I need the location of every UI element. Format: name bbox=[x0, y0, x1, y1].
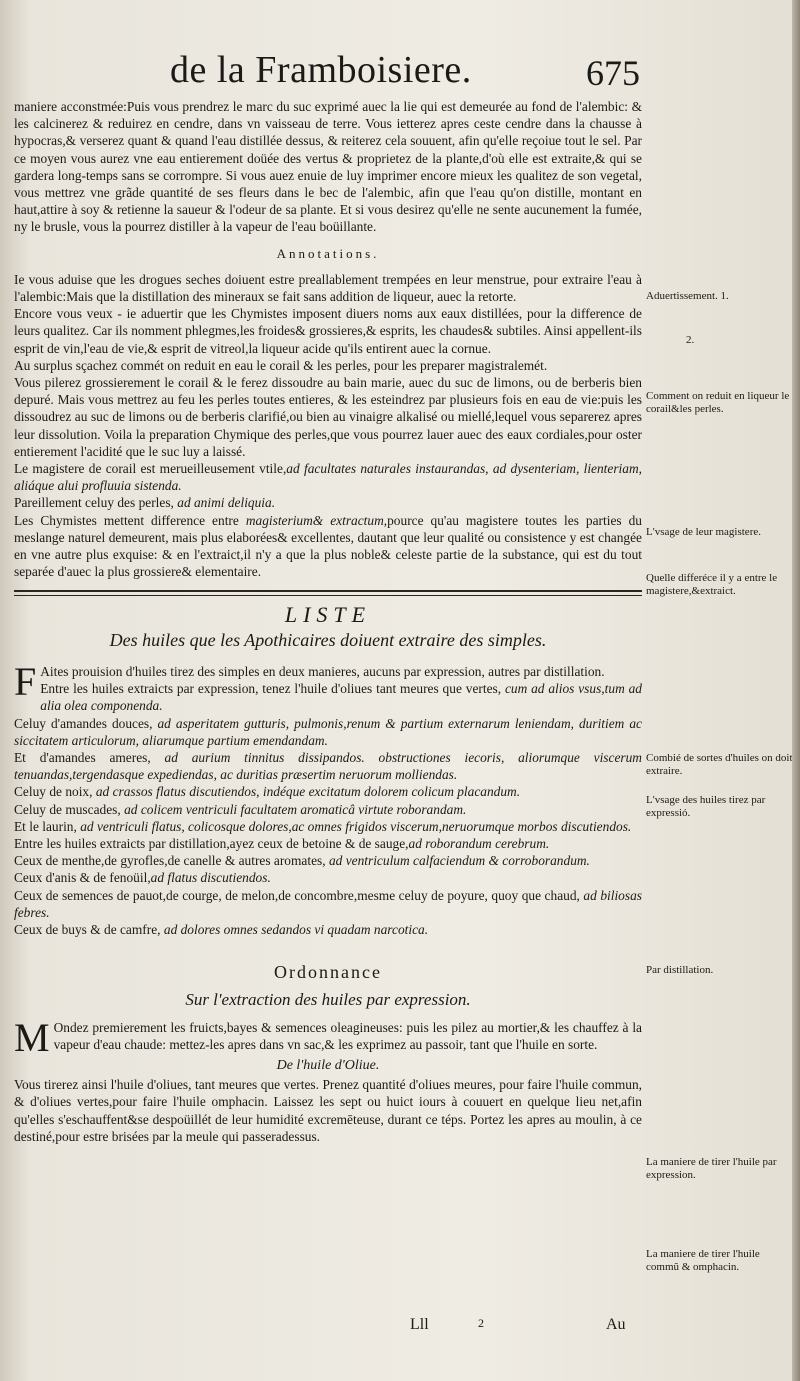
liste-paragraph-5 bbox=[14, 783, 642, 800]
annotation-5-text: Le magistere de corail est merueilleusement vtile, bbox=[14, 461, 287, 477]
liste-2-text: Entre les huiles extraicts par expression, tenez l'huile d'oliues tant meures que vertes, bbox=[40, 681, 502, 697]
liste-subheading: Des huiles que les Apothicaires doiuent extraire des simples. bbox=[109, 629, 547, 650]
liste-paragraph-9 bbox=[14, 852, 642, 869]
liste-paragraph-12 bbox=[14, 921, 642, 938]
liste-2-latin: cum ad alios vsus,tum ad alia olea componenda. bbox=[40, 681, 642, 714]
annotation-paragraph-4: Vous pilerez grossierement le corail & le ferez dissoudre au bain marie, auec du suc de limons, ou de berberis bien depuré. Mais vous mettrez au feu les perles toutes entieres, & les esteindrez par plusieurs fois en eau de vie:puis les dissoudrez au suc de limons ou de berberis clarifié,ou bien au vinaigre alkalisé ou miellé,lequel vous separerez apres leur dissolution. Voila la preparation Chymique des perles,que vous pourrez lauer auec des eaux cordiales,pour oster entierement l'acidité que le suc luy a laissé. bbox=[14, 375, 642, 459]
liste-3-text: Celuy d'amandes douces, bbox=[14, 715, 153, 731]
margin-note-10: La maniere de tirer l'huile commũ & omphacin. bbox=[646, 1248, 760, 1273]
running-head-title: de la Framboisiere. bbox=[170, 49, 472, 91]
drop-cap-f: F bbox=[14, 658, 37, 704]
liste-paragraph-6 bbox=[14, 801, 642, 818]
liste-6-latin: ad colicem ventriculi facultatem aromaticâ virtute roborandam. bbox=[124, 801, 467, 817]
liste-1-text: Aites prouision d'huiles tirez des simples en deux manieres, aucuns par expression, autres par distillation. bbox=[40, 663, 605, 679]
liste-9-latin: ad ventriculum calfaciendum & corroborandum. bbox=[328, 853, 590, 869]
liste-12-latin: ad dolores omnes sedandos vi quadam narcotica. bbox=[163, 921, 429, 937]
annotation-paragraph-2: Encore vous veux - ie aduertir que les Chymistes imposent diuers noms aux eaux distillées, pour la difference de leurs qualitez. Car ils nomment phlegmes,les froides& grossieres,& esprits, les chaudes& subtiles. Ainsi appellent-ils esprit de vin,l'eau de vie,& esprit de vitreol,la liqueur acide qu'ils entirent auec la cornue. bbox=[14, 306, 642, 356]
liste-11-text: Ceux de semences de pauot,de courge, de melon,de concombre,mesme celuy de poyure, quoy que chaud, bbox=[14, 887, 580, 903]
margin-note-6: Combié de sortes d'huiles on doit extraire. bbox=[646, 752, 793, 777]
margin-note-8: Par distillation. bbox=[646, 964, 714, 976]
annotation-paragraph-7 bbox=[14, 512, 642, 581]
liste-11-latin: ad biliosas febres. bbox=[14, 887, 642, 920]
liste-10-latin: ad flatus discutiendos. bbox=[150, 870, 271, 886]
annotation-5-latin: ad facultates naturales instaurandas, ad dysenteriam, lienteriam, aliáque alui profluuia sistenda. bbox=[14, 461, 642, 494]
ordonnance-subheading: Sur l'extraction des huiles par expression. bbox=[185, 990, 471, 1010]
margin-note-5: Quelle differéce il y a entre le magistere,&extraict. bbox=[646, 572, 778, 597]
signature-mark: Lll bbox=[410, 1316, 429, 1333]
liste-12-text: Ceux de buys & de camfre, bbox=[14, 921, 161, 937]
margin-note-2: 2. bbox=[686, 334, 695, 346]
margin-note-4: L'vsage de leur magistere. bbox=[646, 526, 761, 538]
liste-10-text: Ceux d'anis & de fenoüil, bbox=[14, 870, 151, 886]
annotation-7-text: Les Chymistes mettent difference entre bbox=[14, 512, 239, 528]
margin-note-7: L'vsage des huiles tirez par expressió. bbox=[646, 794, 766, 819]
liste-5-text: Celuy de noix, bbox=[14, 784, 93, 800]
liste-paragraph-11 bbox=[14, 887, 642, 921]
page-edge-shadow bbox=[792, 0, 800, 1381]
annotation-paragraph-3: Au surplus sçachez commét on reduit en eau le corail & les perles, pour les preparer magistralemét. bbox=[14, 357, 548, 373]
margin-note-3: Comment on reduit en liqueur le corail&les perles. bbox=[646, 390, 790, 415]
margin-note-1: Aduertissement. 1. bbox=[646, 290, 729, 302]
liste-6-text: Celuy de muscades, bbox=[14, 801, 121, 817]
liste-4-latin: ad aurium tinnitus dissipandos. obstructiones iecoris, aliorumque viscerum tenuandas,tergendasque expediendas, ac duritias præsertim neruorum molliendas. bbox=[14, 749, 642, 783]
liste-paragraph-2 bbox=[14, 680, 642, 714]
annotation-6-latin: ad animi deliquia. bbox=[177, 495, 276, 511]
liste-7-latin: ad ventriculi flatus, colicosque dolores,ac omnes frigidos viscerum,neruorumque morbos discutiendos. bbox=[80, 818, 632, 834]
liste-paragraph-3 bbox=[14, 715, 642, 749]
liste-7-text: Et le laurin, bbox=[14, 818, 77, 834]
annotation-paragraph-1: Ie vous aduise que les drogues seches doiuent estre preallablement trempées en leur menstrue, pour extraire l'eau à l'alembic:Mais que la distillation des mineraux se fait sans addition de liqueur, auec la retorte. bbox=[14, 271, 642, 305]
liste-8-latin: ad roborandum cerebrum. bbox=[408, 835, 550, 851]
liste-paragraph-10 bbox=[14, 869, 642, 886]
liste-paragraph-4 bbox=[14, 749, 642, 783]
drop-cap-m: M bbox=[14, 1014, 50, 1060]
page-number: 675 bbox=[586, 53, 640, 93]
section-rule-thin bbox=[14, 595, 642, 596]
liste-9-text: Ceux de menthe,de gyrofles,de canelle & autres aromates, bbox=[14, 853, 326, 869]
liste-8-text: Entre les huiles extraicts par distillation,ayez ceux de betoine & de sauge, bbox=[14, 835, 409, 851]
main-text-column bbox=[14, 98, 642, 1145]
liste-paragraph-8 bbox=[14, 835, 642, 852]
ordonnance-1-text: Ondez premierement les fruicts,bayes & semences oleagineuses: puis les pilez au mortier,& les chauffez à la vapeur d'eau chaude: mettez-les apres dans vn sac,& les exprimez au passoir, tant que l'huile en sorte. bbox=[53, 1019, 642, 1052]
signature-number: 2 bbox=[478, 1316, 484, 1330]
annotation-7-rest: ,pource qu'au magistere toutes les parties du meslange naturel demeurent, mais plus elaborées& excellentes, dautant que leur qualité ou consistence y est changée en vne autre plus exquise: & en l'extraict,il n'y a que la plus noble& celeste partie de la substance, qui est du tout separée d'auec la plus grossiere& elementaire. bbox=[14, 512, 642, 580]
annotation-paragraph-5 bbox=[14, 460, 642, 494]
olive-heading: De l'huile d'Oliue. bbox=[276, 1057, 380, 1073]
intro-paragraph: maniere acconstmée:Puis vous prendrez le marc du suc exprimé auec la lie qui est demeurée au fond de l'alembic: & les calcinerez & reduirez en cendre, dans vn vaisseau de terre. Vous ietterez apres ceste cendre dans la chausse à hypocras,& verserez quant & quand l'eau distillée dessus, & reiterez cela souuent, afin qu'elle reçoiue tout le sel. Par ce moyen vous aurez vne eau entierement doüée des vertus & proprietez de la plante,d'où elle est extraite,& qui se gardera long-temps sans se corrompre. Si vous auez enuie de luy imprimer encore mieux les qualitez de son vegetal, vous mettrez vne grãde quantité de ses fleurs dans le bec de l'alembic, afin que l'eau qu'on distille, montant en haut,attire à soy & retienne la saueur & l'odeur de sa plante. Et si vous desirez qu'elle ne sente aucunement la fumée, ny le brusle, vous la pourrez distiller à la vapeur de l'eau boüillante. bbox=[14, 99, 642, 235]
annotation-6-text: Pareillement celuy des perles, bbox=[14, 495, 174, 511]
catchword: Au bbox=[606, 1316, 626, 1333]
section-rule bbox=[14, 590, 642, 592]
annotation-7-latin: magisterium& extractum bbox=[245, 512, 384, 528]
liste-paragraph-7 bbox=[14, 818, 642, 835]
liste-3-latin: ad asperitatem gutturis, pulmonis,renum & partium externarum leniendam, duritiem ac siccitatem articulorum, aliarumque partium emendandam. bbox=[14, 715, 642, 748]
margin-note-9: La maniere de tirer l'huile par expression. bbox=[646, 1156, 777, 1181]
liste-heading: LISTE bbox=[284, 602, 372, 628]
annotations-heading: Annotations. bbox=[276, 245, 380, 261]
annotation-paragraph-6 bbox=[14, 494, 642, 511]
ordonnance-heading: Ordonnance bbox=[274, 962, 382, 983]
liste-5-latin: ad crassos flatus discutiendos, indéque excitatum dolorem colicum placandum. bbox=[95, 784, 521, 800]
liste-4-text: Et d'amandes ameres, bbox=[14, 749, 151, 765]
ordonnance-paragraph-2: Vous tirerez ainsi l'huile d'oliues, tant meures que vertes. Prenez quantité d'oliues meures, pour faire l'huile commun, & d'oliues vertes,pour faire l'huile omphacin. Laissez les sept ou huict iours à couuert en quelque lieu net,afin qu'elles s'eschauffent&se despoüillét de leur humidité excremēteuse, durant ce téps. Portez les apres au moulin, à ce destiné,pour estre brisées par la meule qui passeradessus. bbox=[14, 1077, 642, 1144]
ordonnance-paragraph-1 bbox=[14, 1014, 642, 1060]
